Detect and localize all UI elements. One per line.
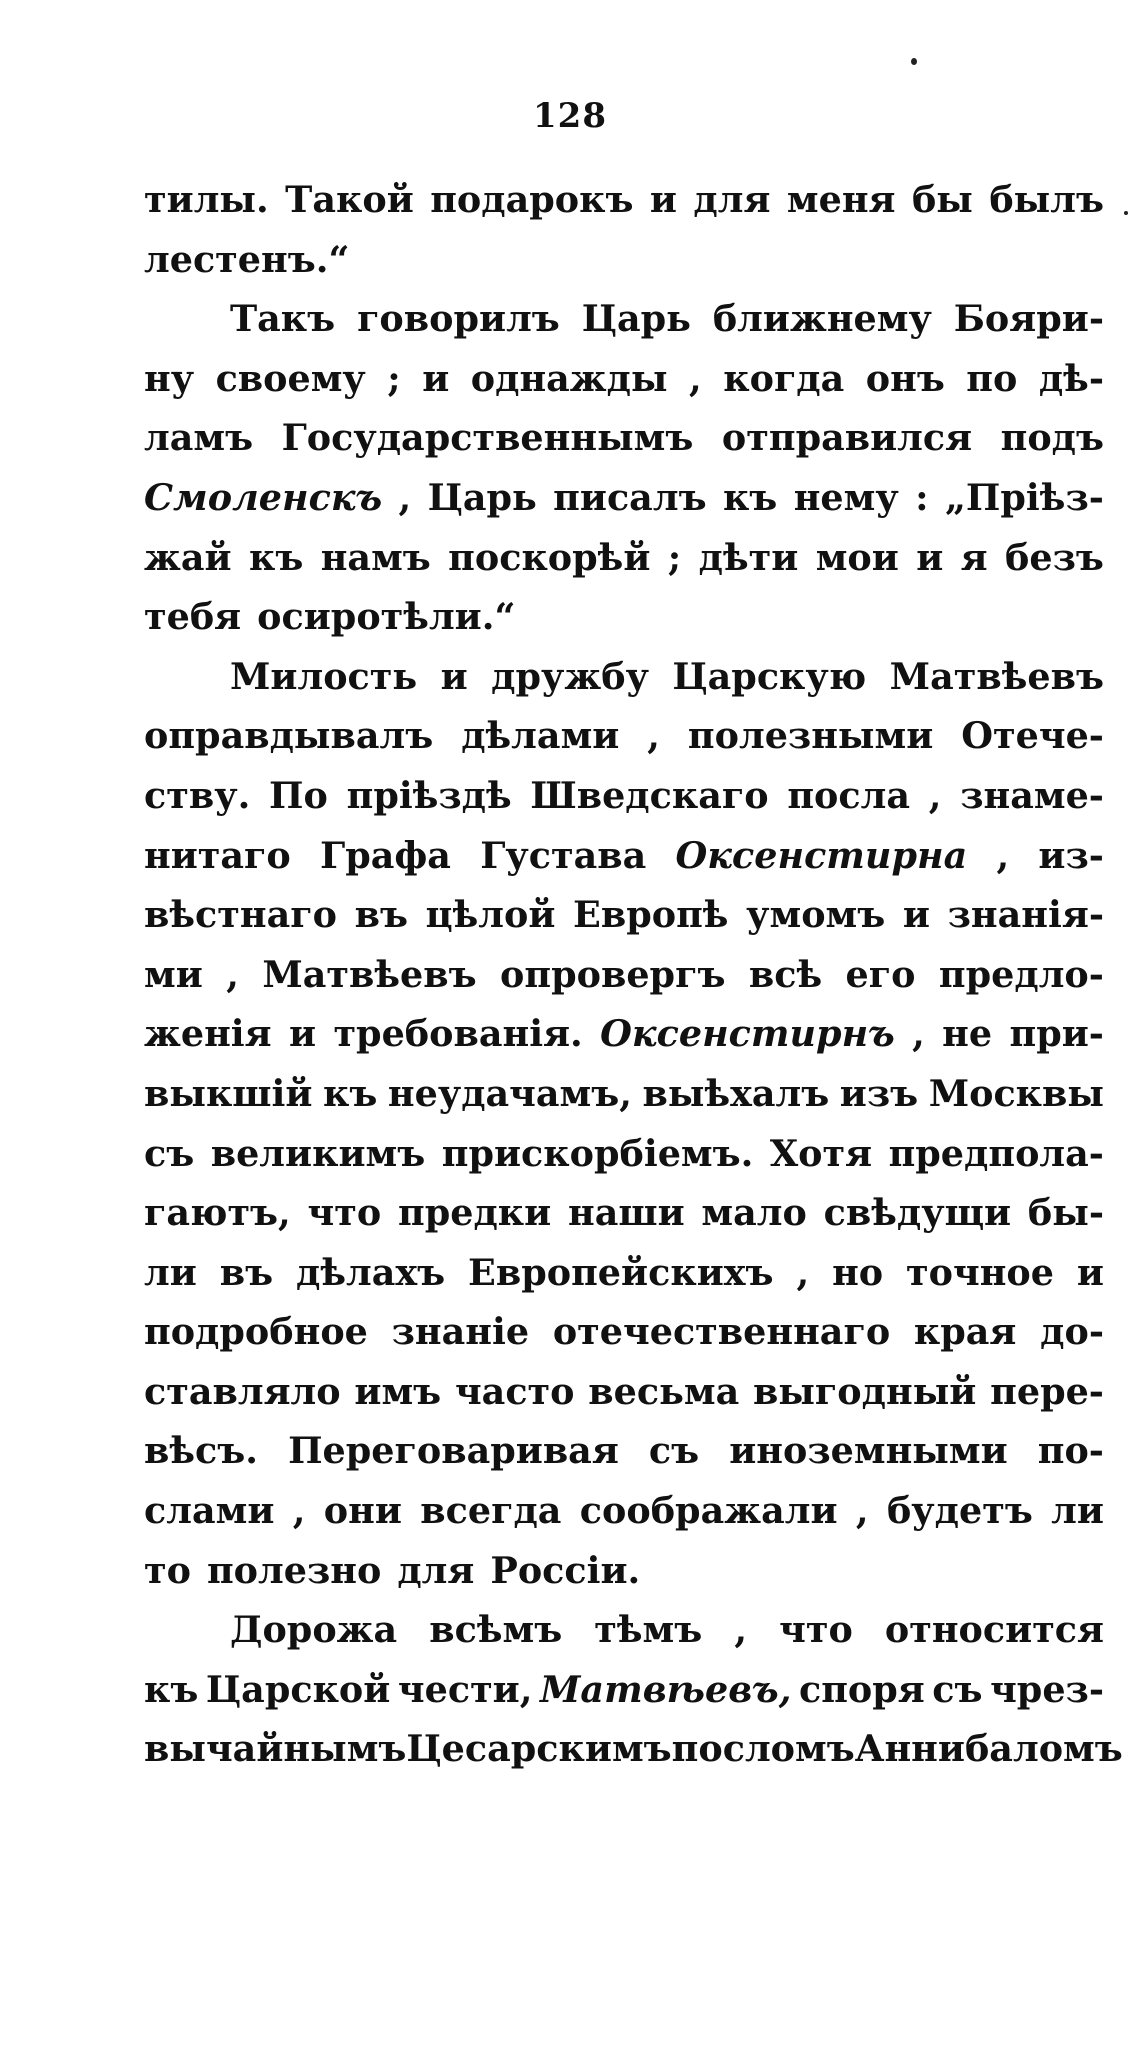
word: при- (1009, 1012, 1104, 1056)
text-line (144, 1362, 1104, 1422)
text-line (144, 587, 1104, 647)
word: изъ (839, 1071, 919, 1115)
text-line (144, 289, 1104, 349)
word: что (779, 1608, 853, 1652)
word: Россіи. (490, 1548, 641, 1592)
word: по (966, 356, 1018, 400)
word: и (916, 535, 944, 579)
word: не (942, 1012, 993, 1056)
word: Густава (480, 833, 647, 877)
word: Бояри- (953, 297, 1104, 341)
text-line (144, 1660, 1104, 1720)
word: соображали (579, 1489, 838, 1533)
word: предки (398, 1191, 552, 1235)
word: и (1076, 1250, 1104, 1294)
word: ству. (144, 773, 251, 817)
word: посломъ (671, 1727, 855, 1771)
word: знаме- (960, 773, 1104, 817)
text-line (144, 468, 1104, 528)
word: къ (323, 1071, 378, 1115)
word: наши (567, 1191, 685, 1235)
word: и (649, 178, 677, 221)
word: весьма (588, 1369, 740, 1413)
word: женія (144, 1012, 272, 1056)
word: нему (793, 475, 899, 519)
word: Оксенстирнъ (600, 1012, 895, 1056)
word: , (689, 356, 702, 400)
word: точное (906, 1250, 1054, 1294)
text-line (144, 230, 1104, 290)
word: чрез- (990, 1667, 1104, 1711)
word: ; (387, 356, 401, 400)
word: мало (701, 1191, 807, 1235)
text-line (144, 826, 1104, 886)
word: : (915, 475, 929, 519)
word: осиротѣли.“ (257, 595, 516, 639)
word: Царь (581, 297, 691, 341)
word: знаніе (391, 1310, 530, 1354)
text-line (144, 647, 1104, 707)
word: опровергъ (500, 952, 726, 996)
word: безъ (1005, 535, 1104, 579)
word: бы (911, 178, 973, 221)
word: пере- (990, 1369, 1104, 1413)
word: Царской (205, 1667, 391, 1711)
word: великимъ (210, 1131, 426, 1175)
word: жай (144, 535, 232, 579)
word: Царскую (672, 654, 867, 698)
word: умомъ (746, 893, 886, 937)
word: имъ (354, 1369, 442, 1413)
word: съ (648, 1429, 700, 1473)
word: , (855, 1489, 869, 1533)
word: Дорожа (230, 1608, 398, 1652)
page-number: 128 (533, 96, 607, 136)
text-line (144, 1004, 1104, 1064)
text-line (144, 1541, 1104, 1601)
word: свѣдущи (823, 1191, 1012, 1235)
word: Москвы (928, 1071, 1104, 1115)
word: Такой (285, 178, 414, 221)
word: что (307, 1191, 382, 1235)
word: Цесарскимъ (406, 1727, 672, 1771)
word: гаютъ, (144, 1191, 291, 1235)
word: посла (787, 773, 910, 817)
word: иноземными (729, 1429, 1008, 1473)
word: требованія. (333, 1012, 583, 1056)
word: къ (144, 1667, 199, 1711)
word: былъ (989, 178, 1104, 221)
text-line (144, 1064, 1104, 1124)
word: онъ (865, 356, 945, 400)
text-line (144, 1243, 1104, 1303)
word: ; (667, 535, 682, 579)
word: Оксенстирна (675, 833, 968, 877)
word: Хотя (769, 1131, 873, 1175)
word: , (796, 1250, 810, 1294)
word: нитаго (144, 833, 291, 877)
word: Государственнымъ (281, 416, 694, 460)
text-line (144, 349, 1104, 409)
word: ли (1051, 1489, 1104, 1533)
word: выѣхалъ (642, 1071, 830, 1115)
text-line (144, 1600, 1104, 1660)
word: тилы. (144, 178, 269, 221)
word: , (734, 1608, 748, 1652)
word: и (422, 356, 450, 400)
body-text (144, 170, 1123, 1779)
word: подъ (1000, 416, 1104, 460)
word: выгодный (752, 1369, 977, 1413)
word: , (398, 475, 412, 519)
word: дѣ- (1038, 356, 1104, 400)
word: прискорбіемъ. (441, 1131, 754, 1175)
word: знанія- (947, 893, 1104, 937)
word: для (397, 1548, 475, 1592)
word: тѣмъ (594, 1608, 703, 1652)
word: и (289, 1012, 317, 1056)
word: однажды (470, 356, 668, 400)
word: ставляло (144, 1369, 341, 1413)
word: , (996, 833, 1010, 877)
word: Матвѣевъ, (540, 1667, 792, 1711)
text-line (144, 1124, 1104, 1184)
word: вѣстнаго (144, 893, 337, 937)
word: отправился (721, 416, 973, 460)
word: выкшій (144, 1071, 313, 1115)
word: цѣлой (425, 893, 556, 937)
word: лестенъ.“ (144, 237, 350, 281)
word: для (693, 178, 771, 221)
word: , (912, 1012, 925, 1056)
word: Матвѣевъ (262, 952, 477, 996)
word: дѣти (698, 535, 799, 579)
word: когда (723, 356, 845, 400)
text-line (144, 1481, 1104, 1541)
word: бы- (1027, 1191, 1104, 1235)
ink-speck (911, 58, 917, 65)
text-line (144, 945, 1104, 1005)
word: Переговаривая (288, 1429, 619, 1473)
word: Шведскаго (530, 773, 769, 817)
word: Такъ (230, 297, 336, 341)
word: и (902, 893, 930, 937)
word: но (832, 1250, 884, 1294)
word: Матвѣевъ (889, 654, 1104, 698)
text-line (144, 1421, 1104, 1481)
word: писалъ (553, 475, 707, 519)
word: въ (219, 1250, 274, 1294)
word: Графа (320, 833, 451, 877)
word: предпола- (888, 1131, 1104, 1175)
word: По (269, 773, 328, 817)
word: слами (144, 1489, 275, 1533)
word: „Пріѣз- (944, 475, 1104, 519)
word: вѣсъ. (144, 1429, 258, 1473)
word: , (928, 773, 942, 817)
word: Смоленскъ (144, 475, 383, 519)
word: неудачамъ, (387, 1071, 632, 1115)
word: его (845, 952, 916, 996)
word: намъ (320, 535, 431, 579)
word: съ (144, 1131, 195, 1175)
word: Европейскихъ (468, 1250, 774, 1294)
word: до- (1040, 1310, 1104, 1354)
word: своему (215, 356, 366, 400)
word: края (913, 1310, 1017, 1354)
text-line (144, 408, 1104, 468)
word: и (440, 654, 468, 698)
word: они (323, 1489, 402, 1533)
word: всегда (420, 1489, 562, 1533)
word: полезными (687, 714, 934, 758)
word: къ (248, 535, 304, 579)
word: дѣлами (461, 714, 620, 758)
word: , (226, 952, 239, 996)
word: , (647, 714, 660, 758)
word: Царь (427, 475, 537, 519)
text-line (144, 706, 1104, 766)
word: по- (1037, 1429, 1104, 1473)
word: ли (144, 1250, 197, 1294)
word: дѣлахъ (296, 1250, 446, 1294)
word: Аннибаломъ (854, 1727, 1123, 1771)
text-line (144, 528, 1104, 588)
word: подарокъ (430, 178, 634, 221)
word: оправдывалъ (144, 714, 434, 758)
word: ламъ (144, 416, 254, 460)
text-line (144, 1719, 1123, 1779)
word: всѣ (748, 952, 823, 996)
word: вычайнымъ (144, 1727, 407, 1771)
text-line (144, 766, 1104, 826)
word: отечественнаго (552, 1310, 891, 1354)
word: споря (798, 1667, 925, 1711)
word: ну (144, 356, 195, 400)
word: Милость (230, 654, 418, 698)
text-line (144, 170, 1104, 230)
word: дружбу (491, 654, 649, 698)
word: будетъ (886, 1489, 1033, 1533)
word: полезно (206, 1548, 382, 1592)
word: мои (815, 535, 899, 579)
word: въ (354, 893, 408, 937)
ink-speck (1124, 211, 1128, 215)
word: Европѣ (573, 893, 729, 937)
word: ближнему (712, 297, 932, 341)
word: ми (144, 952, 203, 996)
word: съ (932, 1667, 983, 1711)
word: меня (786, 178, 896, 221)
word: предло- (938, 952, 1104, 996)
word: Отече- (961, 714, 1104, 758)
word: я (960, 535, 988, 579)
word: къ (722, 475, 778, 519)
text-line (144, 1183, 1104, 1243)
word: , (292, 1489, 306, 1533)
word: часто (454, 1369, 575, 1413)
word: из- (1038, 833, 1104, 877)
word: пріѣздѣ (346, 773, 512, 817)
text-line (144, 885, 1104, 945)
text-line (144, 1302, 1104, 1362)
word: чести, (397, 1667, 533, 1711)
word: подробное (144, 1310, 368, 1354)
word: всѣмъ (429, 1608, 563, 1652)
word: то (144, 1548, 191, 1592)
word: поскорѣй (448, 535, 651, 579)
word: тебя (144, 595, 242, 639)
word: говорилъ (357, 297, 560, 341)
word: относится (884, 1608, 1104, 1652)
